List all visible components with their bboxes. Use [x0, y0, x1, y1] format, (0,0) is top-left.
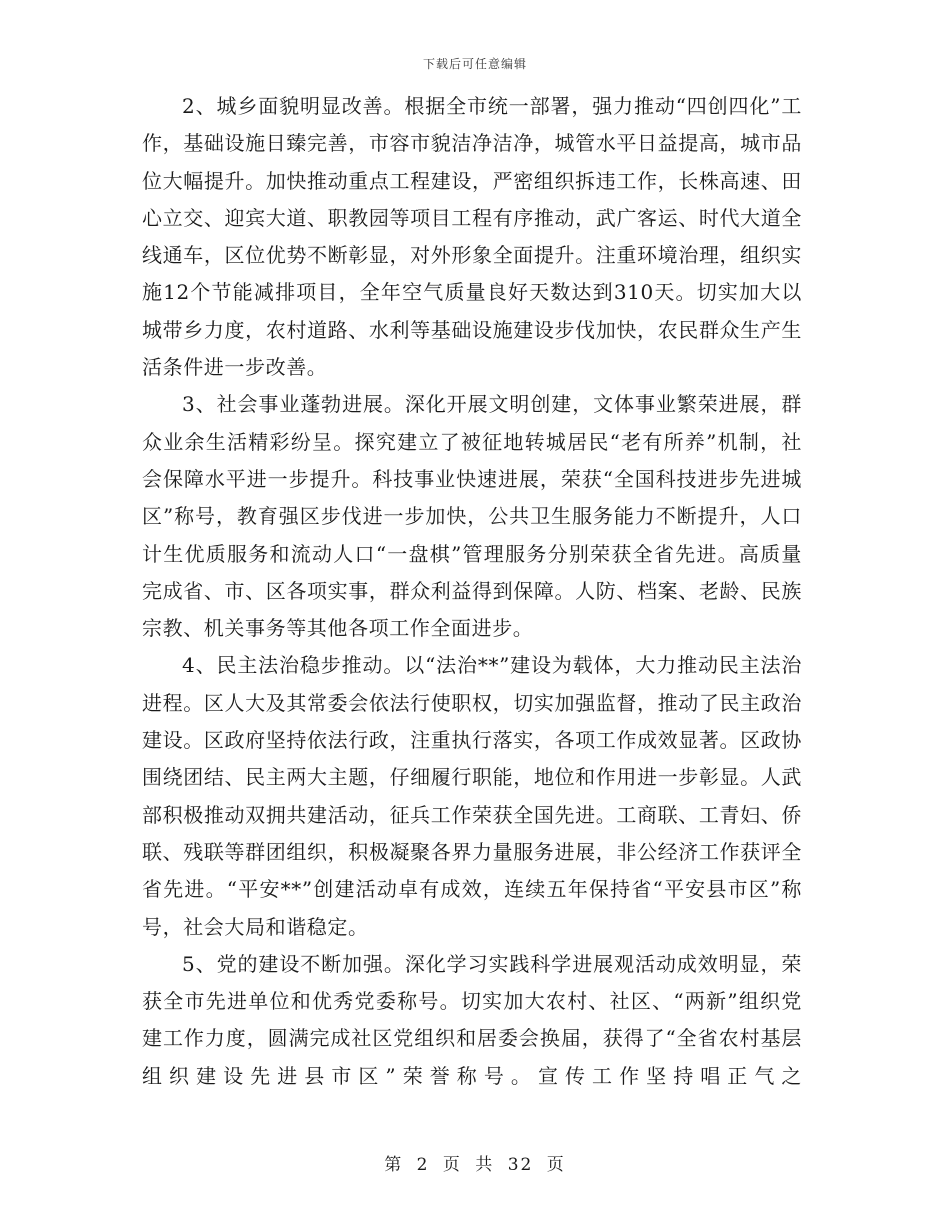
paragraph-democracy-law: 4、民主法治稳步推动。以“法治**”建设为载体，大力推动民主法治进程。区人大及其常委会依法行使职权，切实加强监督，推动了民主政治建设。区政府坚持依法行政，注重执行落实，各项工作成效显著。区政协围绕团结、民主两大主题，仔细履行职能，地位和作用进一步彰显。人武部积极推动双拥共建活动，征兵工作荣获全国先进。工商联、工青妇、侨联、残联等群团组织，积极凝聚各界力量服务进展，非公经济工作获评全省先进。“平安**”创建活动卓有成效，连续五年保持省“平安县市区”称号，社会大局和谐稳定。 — [142, 653, 802, 939]
page-number-footer: 第 2 页 共 32 页 — [384, 1155, 566, 1175]
document-body — [142, 88, 802, 1095]
paragraph-party-building: 5、党的建设不断加强。深化学习实践科学进展观活动成效明显，荣获全市先进单位和优秀党委称号。切实加大农村、社区、“两新”组织党建工作力度，圆满完成社区党组织和居委会换届，获得了“全省农村基层组织建设先进县市区”荣誉称号。宣传工作坚持唱正气之 — [142, 951, 802, 1088]
page-header: 下载后可任意编辑 — [422, 57, 527, 71]
paragraph-urban-rural: 2、城乡面貌明显改善。根据全市统一部署，强力推动“四创四化”工作，基础设施日臻完善，市容市貌洁净洁净，城管水平日益提高，城市品位大幅提升。加快推动重点工程建设，严密组织拆违工作，长株高速、田心立交、迎宾大道、职教园等项目工程有序推动，武广客运、时代大道全线通车，区位优势不断彰显，对外形象全面提升。注重环境治理，组织实施12个节能减排项目，全年空气质量良好天数达到310天。切实加大以城带乡力度，农村道路、水利等基础设施建设步伐加快，农民群众生产生活条件进一步改善。 — [142, 94, 802, 380]
paragraph-social-affairs: 3、社会事业蓬勃进展。深化开展文明创建，文体事业繁荣进展，群众业余生活精彩纷呈。探究建立了被征地转城居民“老有所养”机制，社会保障水平进一步提升。科技事业快速进展，荣获“全国科技进步先进城区”称号，教育强区步伐进一步加快，公共卫生服务能力不断提升，人口计生优质服务和流动人口“一盘棋”管理服务分别荣获全省先进。高质量完成省、市、区各项实事，群众利益得到保障。人防、档案、老龄、民族宗教、机关事务等其他各项工作全面进步。 — [142, 392, 802, 641]
